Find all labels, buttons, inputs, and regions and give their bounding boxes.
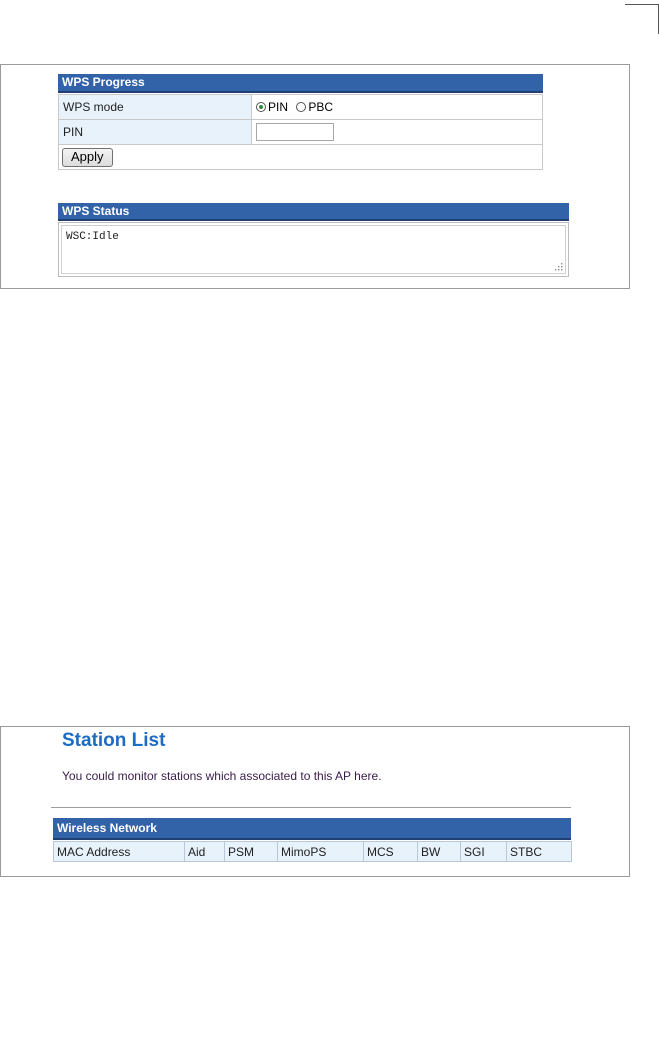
- wps-progress-table: [58, 94, 543, 170]
- wps-status-textarea[interactable]: [61, 225, 566, 274]
- page-description: You could monitor stations which associated to this AP here.: [62, 769, 382, 783]
- pin-input[interactable]: [256, 123, 334, 141]
- wireless-network-header: Wireless Network: [53, 818, 571, 840]
- page-title: Station List: [62, 730, 166, 751]
- pin-row: [59, 120, 543, 145]
- wps-status-text: WSC:Idle: [66, 231, 119, 243]
- column-header-psm: PSM: [225, 842, 278, 862]
- column-header-stbc: STBC: [507, 842, 572, 862]
- wps-status-header: WPS Status: [58, 203, 569, 221]
- pin-radio-label[interactable]: PIN: [268, 100, 289, 115]
- page-corner-mark: [625, 4, 659, 34]
- wps-mode-label: WPS mode: [59, 95, 252, 120]
- column-header-mcs: MCS: [364, 842, 418, 862]
- column-header-mac-address: MAC Address: [54, 842, 185, 862]
- pbc-radio-label[interactable]: PBC: [308, 100, 334, 115]
- pbc-radio[interactable]: [296, 102, 306, 112]
- pin-label: PIN: [59, 120, 252, 145]
- resize-grip-icon[interactable]: [553, 261, 563, 271]
- column-header-bw: BW: [418, 842, 461, 862]
- divider: [51, 807, 571, 808]
- column-header-aid: Aid: [185, 842, 225, 862]
- column-header-mimops: MimoPS: [278, 842, 364, 862]
- apply-button[interactable]: Apply: [62, 148, 113, 167]
- pin-radio[interactable]: [256, 102, 266, 112]
- table-header-row: [54, 842, 572, 862]
- wps-mode-row: [59, 95, 543, 120]
- wps-mode-options: [252, 95, 543, 120]
- station-list-figure: [0, 726, 630, 877]
- wps-status-box: [58, 222, 569, 277]
- wps-figure: [0, 64, 630, 289]
- apply-row: [59, 145, 543, 170]
- wps-progress-header: WPS Progress: [58, 74, 543, 93]
- station-table: [53, 841, 572, 862]
- column-header-sgi: SGI: [461, 842, 507, 862]
